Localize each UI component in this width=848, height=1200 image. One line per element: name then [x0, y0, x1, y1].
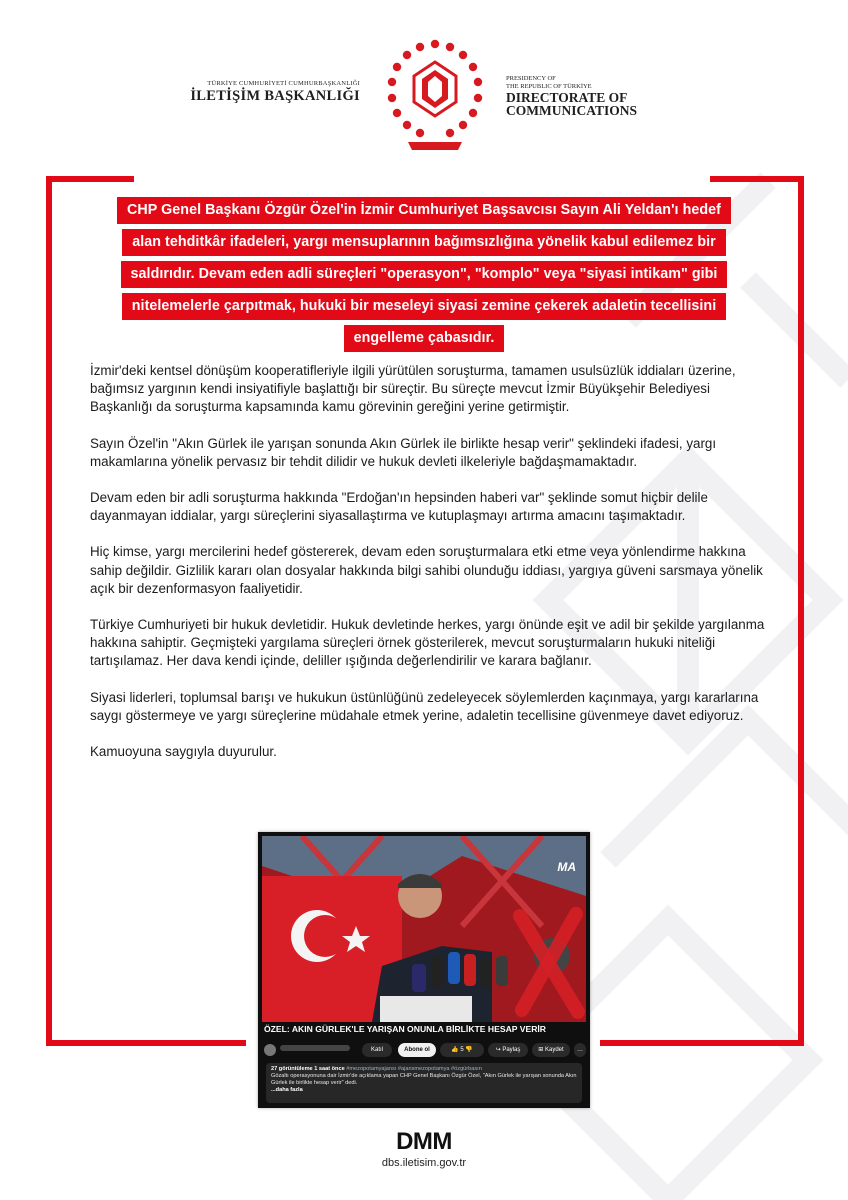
- hashtags[interactable]: #mezopotamyajansı #ajansmezopotamya #özgürbasın: [346, 1066, 482, 1072]
- institution-name-en: [506, 75, 637, 117]
- institution-title-en-1: DIRECTORATE OF: [506, 90, 628, 105]
- view-count: 27 görüntüleme: [271, 1066, 313, 1072]
- headline: [60, 197, 788, 357]
- join-button[interactable]: Katıl: [362, 1043, 392, 1057]
- closing-line: Kamuoyuna saygıyla duyurulur.: [90, 744, 277, 760]
- show-more-link[interactable]: ...daha fazla: [271, 1087, 303, 1093]
- paragraph: Türkiye Cumhuriyeti bir hukuk devletidir. Hukuk devletinde herkes, yargı önünde eşit ve adil bir şekilde yargılanma hakkına sahiptir. Geçmişteki yargılama süreçleri örnek gösterilerek, mevcut soruşturmaların hukuki niteliği tartışılamaz. Her dava kendi içinde, deliller ışığında değerlendirilir ve karara bağlanır.: [90, 617, 765, 669]
- frame-bottom-right: [600, 1040, 804, 1046]
- presidential-seal-icon: [384, 36, 486, 154]
- paragraph: İzmir'deki kentsel dönüşüm kooperatifleriyle ilgili yürütülen soruşturma, tamamen usulsüzlük iddiaları üzerine, bağımsız yargının kendi insiyatifiyle başlattığı bir süreçtir. Bu süreçte mevcut İzmir Büyükşehir Belediyesi Başkanlığı da soruşturma kapsamında kamu görevinin gereğini yerine getirmiştir.: [90, 363, 736, 415]
- dmm-logo: DMM: [396, 1128, 452, 1155]
- video-title: ÖZEL: AKIN GÜRLEK'LE YARIŞAN ONUNLA BİRLİKTE HESAP VERİR: [264, 1024, 546, 1034]
- paragraph: Devam eden bir adli soruşturma hakkında "Erdoğan'ın hepsinden haberi var" şeklinde somut hiçbir delile dayanmayan iddialar, yargı süreçlerini siyasallaştırma ve kutuplaşmayı artırma amacını taşımaktadır.: [90, 490, 708, 524]
- subscribe-button[interactable]: Abone ol: [398, 1043, 436, 1057]
- paragraph: Siyasi liderleri, toplumsal barışı ve hukukun üstünlüğünü zedeleyecek söylemlerden kaçınmaya, yargı kararlarına saygı göstermeye ve yargı süreçlerine müdahale etmek yerine, adaletin tecellisine güvenmeye davet ediyoruz.: [90, 689, 759, 723]
- headline-line: nitelemelerle çarpıtmak, hukuki bir meseleyi siyasi zemine çekerek adaletin tecellisini: [122, 293, 726, 320]
- institution-title-tr: İLETİŞİM BAŞKANLIĞI: [190, 88, 360, 104]
- video-description[interactable]: [266, 1063, 582, 1103]
- thumbs-up-icon: 👍: [451, 1047, 459, 1053]
- bookmark-icon: ⊞: [538, 1047, 544, 1053]
- footer: [344, 1130, 504, 1169]
- institution-subtitle-en-1: PRESIDENCY OF: [506, 75, 556, 82]
- more-options-button[interactable]: …: [574, 1043, 586, 1057]
- share-icon: ↪: [495, 1047, 501, 1053]
- institution-subtitle-tr: TÜRKİYE CUMHURİYETİ CUMHURBAŞKANLIĞI: [207, 80, 360, 87]
- headline-line: engelleme çabasıdır.: [344, 325, 505, 352]
- video-action-bar: [262, 1039, 586, 1061]
- institution-subtitle-en-2: THE REPUBLIC OF TÜRKİYE: [506, 83, 592, 90]
- video-thumbnail: [262, 836, 586, 1022]
- paragraph: Hiç kimse, yargı mercilerini hedef göstererek, devam eden soruşturmalara etki etme veya yönlendirme hakkına sahip değildir. Gizlilik kararı olan dosyalar hakkında bilgi sahibi olunduğu iddiası, yargıya güveni sarsmaya yönelik açık bir dezenformasyon faaliyetidir.: [90, 544, 763, 596]
- channel-name-blurred[interactable]: [280, 1045, 350, 1051]
- like-button[interactable]: [440, 1043, 484, 1057]
- watermark-logo: MA: [557, 860, 576, 874]
- statement-body: [90, 362, 766, 779]
- channel-avatar[interactable]: [264, 1044, 276, 1056]
- frame-right: [798, 176, 804, 1046]
- institution-name-tr: [190, 80, 360, 105]
- frame-bottom-left: [46, 1040, 246, 1046]
- upload-time: 1 saat önce: [314, 1066, 345, 1072]
- headline-line: CHP Genel Başkanı Özgür Özel'in İzmir Cumhuriyet Başsavcısı Sayın Ali Yeldan'ı hedef: [117, 197, 731, 224]
- frame-top-right: [710, 176, 804, 182]
- headline-line: alan tehditkâr ifadeleri, yargı mensuplarının bağımsızlığına yönelik kabul edilemez bir: [122, 229, 726, 256]
- paragraph: Sayın Özel'in "Akın Gürlek ile yarışan sonunda Akın Gürlek ile birlikte hesap verir" şeklindeki ifadesi, yargı makamlarına yönelik pervasız bir tehdit dilidir ve hukuk devleti ilkeleriyle bağdaşmamaktadır.: [90, 435, 717, 469]
- red-x-icon: [512, 906, 586, 1022]
- save-button[interactable]: [532, 1043, 570, 1057]
- share-label: Paylaş: [502, 1047, 521, 1053]
- save-label: Kaydet: [545, 1047, 564, 1053]
- letterhead: [0, 30, 848, 160]
- description-text: Gözaltı operasyonuna dair İzmir'de açıklama yapan CHP Genel Başkanı Özgür Özel, "Akın Gürlek ile yarışan sonunda Akın Gürlek ile birlikte hesap verir" dedi.: [271, 1073, 577, 1086]
- video-screenshot: [258, 832, 590, 1108]
- headline-line: saldırıdır. Devam eden adli süreçleri "operasyon", "komplo" veya "siyasi intikam" gibi: [121, 261, 728, 288]
- frame-left: [46, 176, 52, 1046]
- share-button[interactable]: [488, 1043, 528, 1057]
- institution-title-en-2: COMMUNICATIONS: [506, 103, 637, 118]
- website-link[interactable]: dbs.iletisim.gov.tr: [381, 1157, 467, 1169]
- frame-top-left: [46, 176, 134, 182]
- thumbs-down-icon[interactable]: 👎: [465, 1047, 473, 1053]
- like-count: 5: [460, 1047, 464, 1053]
